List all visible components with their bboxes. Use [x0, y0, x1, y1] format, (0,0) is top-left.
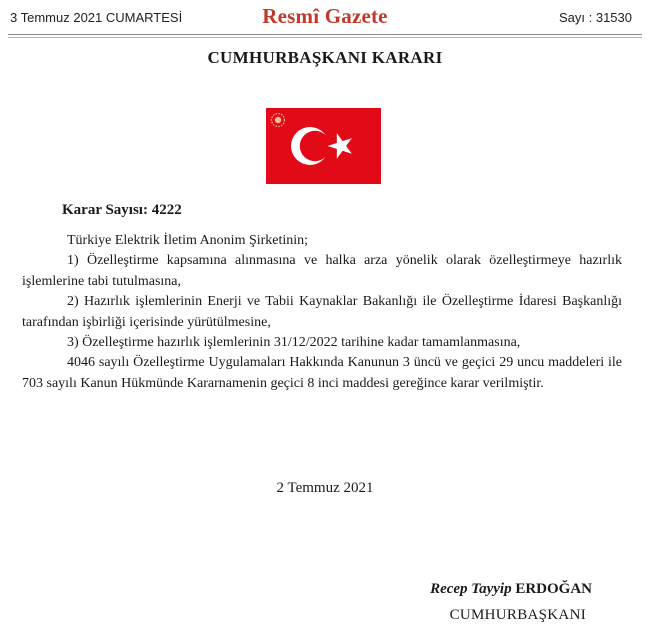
document-title: CUMHURBAŞKANI KARARI: [207, 48, 443, 67]
body-paragraph-legal-basis: 4046 sayılı Özelleştirme Uygulamaları Hakkında Kanunun 3 üncü ve geçici 29 uncu maddeleri ile 703 sayılı Kanun Hükmünde Kararnamenin geçici 8 inci maddesi gereğince karar verilmiştir.: [22, 355, 622, 391]
header-divider: [8, 34, 642, 35]
signer-surname: ERDOĞAN: [515, 581, 592, 597]
gazette-name: Resmî Gazete: [262, 4, 388, 28]
signer-title: CUMHURBAŞKANI: [449, 607, 586, 623]
decision-date: 2 Temmuz 2021: [276, 480, 374, 496]
signer-given-name: Recep Tayyip: [430, 581, 512, 597]
body-paragraph-item-3: 3) Özelleştirme hazırlık işlemlerinin 31/12/2022 tarihine kadar tamamlanmasına,: [67, 335, 521, 351]
issue-number: Sayı : 31530: [559, 10, 632, 25]
body-paragraph-item-2: 2) Hazırlık işlemlerinin Enerji ve Tabii Kaynaklar Bakanlığı ile Özelleştirme İdaresi Başkanlığı tarafından işbirliği içerisinde yürütülmesine,: [22, 294, 622, 330]
turkish-flag-icon: [266, 108, 381, 184]
decision-number: Karar Sayısı: 4222: [62, 202, 182, 218]
header-divider-secondary: [8, 37, 642, 38]
body-paragraph-item-1: 1) Özelleştirme kapsamına alınmasına ve halka arza yönelik olarak özelleştirmeye hazırlık işlemlerine tabi tutulmasına,: [22, 253, 622, 289]
signer-name: [430, 581, 592, 598]
decision-body: [22, 231, 622, 394]
body-paragraph-intro: Türkiye Elektrik İletim Anonim Şirketinin;: [67, 233, 309, 248]
header-date: 3 Temmuz 2021 CUMARTESİ: [10, 10, 183, 25]
